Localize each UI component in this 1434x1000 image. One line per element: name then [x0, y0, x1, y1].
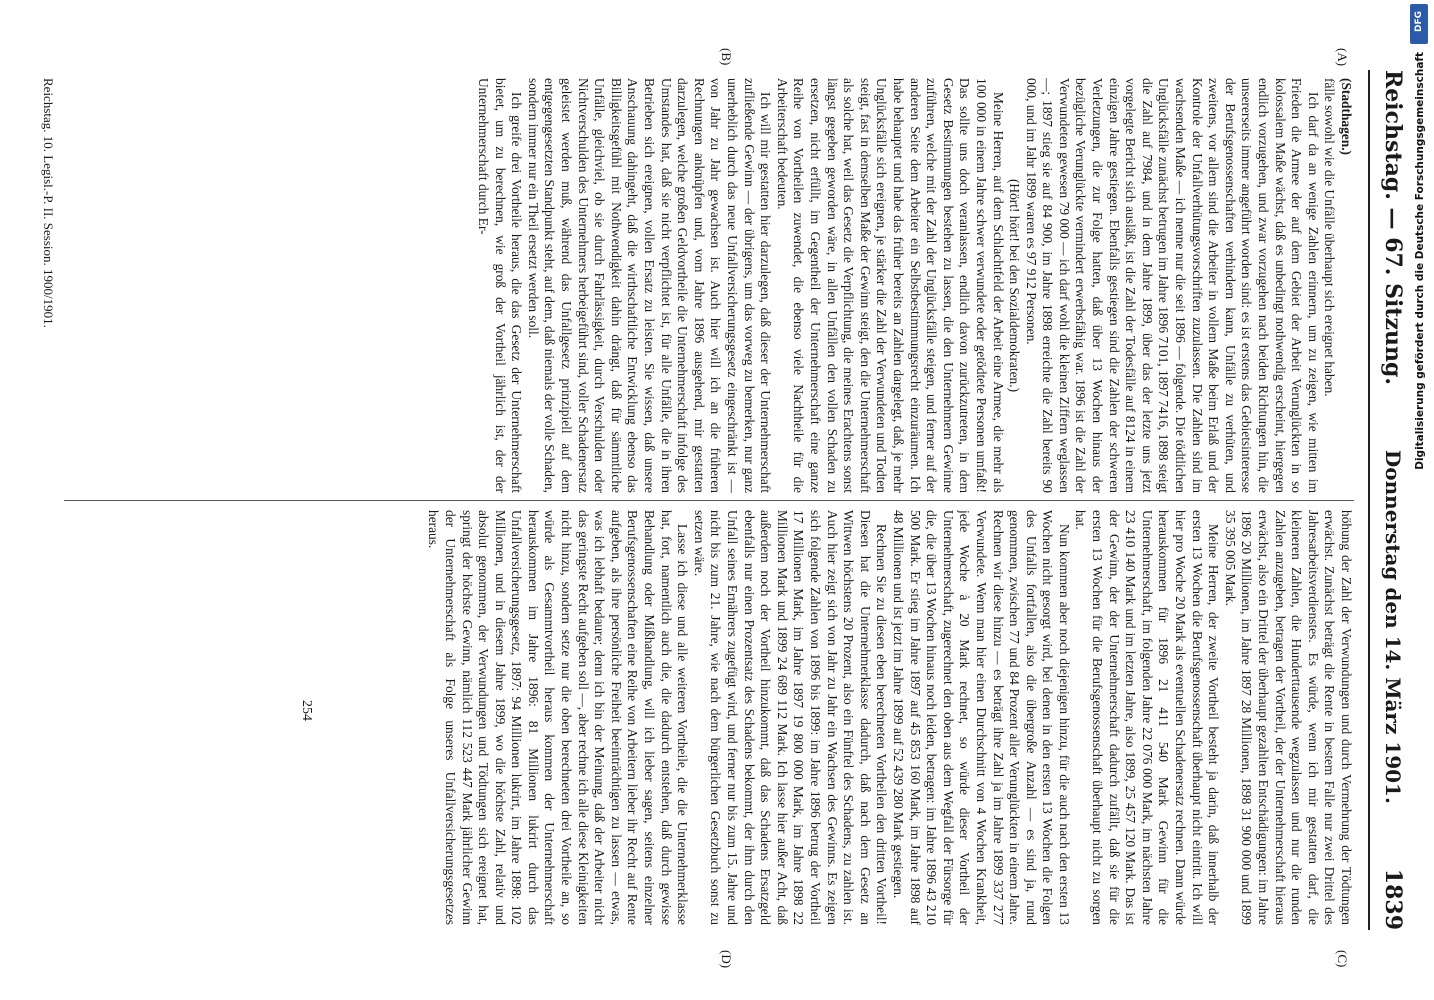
speaker-label: (Stadthagen.): [1339, 78, 1354, 156]
digitization-credit: [1404, 0, 1432, 1000]
footer-session-info: Reichstag. 10. Legisl.-P. II. Session. 1900/1901.: [41, 78, 56, 328]
paragraph: Rechnen Sie zu diesen eben berechneten Vortheilen den dritten Vortheil! Diesen hat die Unternehmerklasse dadurch, daß nach dem Gesetz an Wittwen höchstens 20 Prozent, also ein Fünftel des Schadens, zu zahlen ist. Auch hier zeigt sich von Jahr zu Jahr ein Wachsen des Gewinns. Es zeigen sich folgende Zahlen von 1896 bis 1899: im Jahre 1896 betrug der Vortheil 17 Millionen Mark, im Jahre 1897 19 800 000 Mark, im Jahre 1898 22 Millionen Mark und 1899 24 689 112 Mark. Ich lasse hier außer Acht, daß außerdem noch der Vortheil hinzukommt, daß das Schadens Ersatzgeld ebenfalls nur einen Prozentsatz des Schadens bekommt, der ihm durch den Unfall seines Ernährers zugefügt wird, und ferner nur bis zum 15. Jahre und nicht bis zum 21. Jahre, wie nach dem bürgerlichen Gesetzbuch sonst zu setzen wäre.: [691, 510, 890, 925]
paragraph: Nun kommen aber noch diejenigen hinzu, für die auch nach den ersten 13 Wochen nicht gesorgt wird, bei denen in den ersten 13 Wochen die Folgen des Unfalls fortfallen, also die übergroße Anzahl — es sind ja, rund genommen, zwischen 77 und 84 Prozent aller Verunglückten in einem Jahre. Rechnen wir diese hinzu — es beträgt ihre Zahl ja im Jahre 1899 337 277 Verwundete. Wenn man hier einen Durchschnitt von 4 Wochen Krankheit, jede Woche à 20 Mark rechnet, so würde dieser Vortheil der Unternehmerschaft, zugerechnet den oben aus dem Wegfall der Fürsorge für die, die über 13 Wochen hinaus noch leiden, betragen: im Jahre 1896 43 210 500 Mark. Er stieg im Jahre 1897 auf 45 853 160 Mark, im Jahre 1898 auf 48 Millionen und ist jetzt im Jahre 1899 auf 52 439 280 Mark gestiegen.: [890, 510, 1072, 925]
paragraph: Ich greife drei Vortheile heraus, die das Gesetz der Unternehmerschaft bietet, um zu berechnen, wie groß der Vortheil jährlich ist, der der Unternehmerschaft durch Er-: [476, 78, 525, 493]
paragraph: fälle sowohl wie die Unfälle überhaupt sich ereignet haben.: [1322, 78, 1338, 397]
paragraph: Ich darf da an wenige Zahlen erinnern, um zu zeigen, wie mitten im Frieden die Armee der auf dem Gebiet der Arbeit Verunglückten in so kolossalem Maße wächst, daß es unbedingt nothwendig erscheint, hiergegen endlich vorzugehen, und zwar vorzugehen nach beiden Richtungen hin, die unsererseits immer angeführt worden sind: es ist erstens das Gebietsinteresse der Berufsgenossenschaften verhindern kann, Unfälle zu verhüten, und zweitens, vor allem sind die Arbeiter in vollem Maße beim Erlaß und der Kontrole der Unfallverhütungsvorschriften zuzulassen. Die Zahlen sind im wachsenden Maße — ich nenne nur die seit 1896 — folgende. Die tödtlichen Unglücksfälle zunächst betrugen im Jahre 1896 7101, 1897 7416, 1898 steigt die Zahl auf 7984, und in dem Jahre 1899, über das der letzte uns jetzt vorgelegte Bericht sich ausläßt, ist die Zahl der Todesfälle auf 8124 in einem einzigen Jahre gestiegen. Ebenfalls gestiegen sind die Zahlen der schweren Verletzungen, die zur Folge hatten, daß über 13 Wochen hinaus der bezügliche Verunglückte vermindert erwerbsfähig war. 1896 ist die Zahl der Verwundeten gewesen 79 000 — ich darf wohl die kleinen Ziffern weglassen —; 1897 stieg sie auf 84 900, im Jahre 1898 erreichte die Zahl bereits 90 000, und im Jahr 1899 waren es 97 912 Personen.: [1023, 78, 1321, 493]
header-page-number: 1839: [1380, 868, 1406, 930]
header-session: Reichstag. — 67. Sitzung.: [1380, 70, 1406, 386]
margin-marker-a: (A): [1335, 48, 1350, 67]
dfg-badge-label: DFG: [1414, 10, 1424, 32]
margin-marker-d: (D): [719, 950, 734, 969]
paragraph: Ich will mir gestatten hier darzulegen, daß dieser der Unternehmerschaft zufließende Gewinn — der übrigens, um das vorweg zu bemerken, nur ganz unerheblich durch das neue Unfallversicherungsgesetz eingeschränkt ist — von Jahr zu Jahr gewachsen ist. Auch hier will ich an die früheren Rechnungen anknüpfen und, vom Jahre 1896 ausgehend, mir gestatten darzulegen, welche großen Geldvortheile die Unternehmerschaft infolge des Umstandes hat, daß sie nicht verpflichtet ist, für alle Unfälle, die in ihren Betrieben sich ereignen, vollen Ersatz zu leisten. Sie wissen, daß unsere Anschauung dahingeht, daß die wirthschaftliche Entwicklung ebenso das Billigkeitsgefühl mit Nothwendigkeit dahin drängt, daß für sämmtliche Unfälle, gleichviel, ob sie durch Fahrlässigkeit, durch Verschulden oder Nichtverschulden des Unternehmers herbeigeführt sind, voller Schadenersatz geleistet werden muß, während das Unfallgesetz prinzipiell auf dem entgegengesetzten Standpunkt steht, auf dem, daß niemals der volle Schaden, sondern immer nur ein Theil ersetzt werden soll.: [525, 78, 774, 493]
column-divider: [64, 500, 1354, 501]
paragraph: Meine Herren, auf dem Schlachtfeld der Arbeit eine Armee, die mehr als 100 000 in einem Jahre schwer verwundete oder getödtete Personen umfaßt! Das sollte uns doch veranlassen, endlich davon zurückzutreten, in dem Gesetz Bestimmungen bestehen zu lassen, die den Unternehmern Gewinne zuführen, welche mit der Zahl der Unglücksfälle steigen, und ferner auf der anderen Seite dem Arbeiter ein Selbstbestimmungsrecht einzuräumen. Ich habe behauptet und habe das früher bereits an Zahlen dargelegt, daß, je mehr Unglücksfälle sich ereignen, je stärker die Zahl der Verwundeten und Todten steigt, fast in demselben Maße der Gewinn steigt, den die Unternehmerschaft als solche hat, weil das Gesetz die Verpflichtung, die meines Erachtens sonst längst gegeben geworden wäre, in allen Unfällen den vollen Schaden zu ersetzen, nicht erfüllt, im Gegentheil der Unternehmerschaft eine ganze Reihe von Vortheilen zuwendet, die ebenso viele Nachtheile für die Arbeiterschaft bedeuten.: [774, 78, 1006, 493]
margin-marker-c: (C): [1335, 950, 1350, 968]
header-date: Donnerstag den 14. März 1901.: [1381, 449, 1405, 804]
credit-text: Digitalisierung gefördert durch die Deutsche Forschungsgemeinschaft: [1414, 52, 1426, 470]
paragraph: Meine Herren, der zweite Vortheil besteht ja darin, daß innerhalb der ersten 13 Wochen die Berufsgenossenschaft überhaupt nicht eintritt. Ich will hier pro Woche 20 Mark als eventuellen Schadenersatz rechnen. Dann würde herauskommen für 1896 21 411 540 Mark Gewinn für die Unternehmerschaft, im folgenden Jahre 22 076 000 Mark, im nächsten Jahre 23 410 140 Mark und im letzten Jahre, also 1899, 25 457 120 Mark. Das ist der Gewinn, der der Unternehmerschaft dadurch zufällt, daß sie für die ersten 13 Wochen für die Berufsgenossenschaft überhaupt nicht zu sorgen hat.: [1073, 510, 1222, 925]
footer-page-number: 254: [299, 700, 314, 721]
text-column-right: [324, 510, 1354, 925]
interjection: (Hört! hört! bei den Sozialdemokraten.): [1007, 178, 1023, 393]
margin-marker-b: (B): [719, 48, 734, 66]
paragraph: höhung der Zahl der Verwundungen und durch Vermehrung der Tödtungen erwächst. Zunächst beträgt die Rente in bestem Falle nur zwei Drittel des Jahresarbeitsverdienstes. Es würde, wenn ich mir gestatten darf, die kleineren Zahlen, die Hunderttausende wegzulassen und nur die runden Zahlen anzugeben, betragen der Vortheil, der der Unternehmerschaft hieraus erwächst, also ein Drittel der überhaupt gezahlten Entschädigungen: im Jahre 1896 20 Millionen, im Jahre 1897 28 Millionen, 1898 31 900 000 und 1899 35 395 005 Mark.: [1222, 510, 1354, 925]
dfg-logo-icon: [1410, 4, 1428, 44]
paragraph: Lasse ich diese und alle weiteren Vortheile, die die Unternehmerklasse hat, fort, namentlich auch die, die dadurch entstehen, daß durch gewisse Behandlung oder Mißhandlung, will ich lieber sagen, seitens einzelner Berufsgenossenschaften eine Reihe von Arbeitern lieber ihr Recht auf Rente aufgeben, als ihre persönliche Freiheit beeinträchtigen zu lassen — etwas, was ich lebhaft bedaure; denn ich bin der Meinung, daß der Arbeiter nicht das geringste Recht aufgeben soll —, aber rechne ich alle diese Kleinigkeiten nicht hinzu, sondern setze nur die oben berechneten drei Vortheile an, so würde als Gesammtvortheil heraus kommen der Unternehmerschaft herauskommen im Jahre 1896: 81 Millionen lukrirt durch das Unfallversicherungsgesetz, 1897: 94 Millionen lukrirt, im Jahre 1898: 102 Millionen, und in diesem Jahre 1899, wo die höchste Zahl, relativ und absolut genommen, der Verwundungen und Tödtungen sich ereignet hat, springt der höchste Gewinn, nämlich 112 523 447 Mark jährlicher Gewinn der Unternehmerschaft als Folge unseres Unfallversicherungsgesetzes heraus.: [426, 510, 691, 925]
text-column-left: [64, 78, 1354, 493]
